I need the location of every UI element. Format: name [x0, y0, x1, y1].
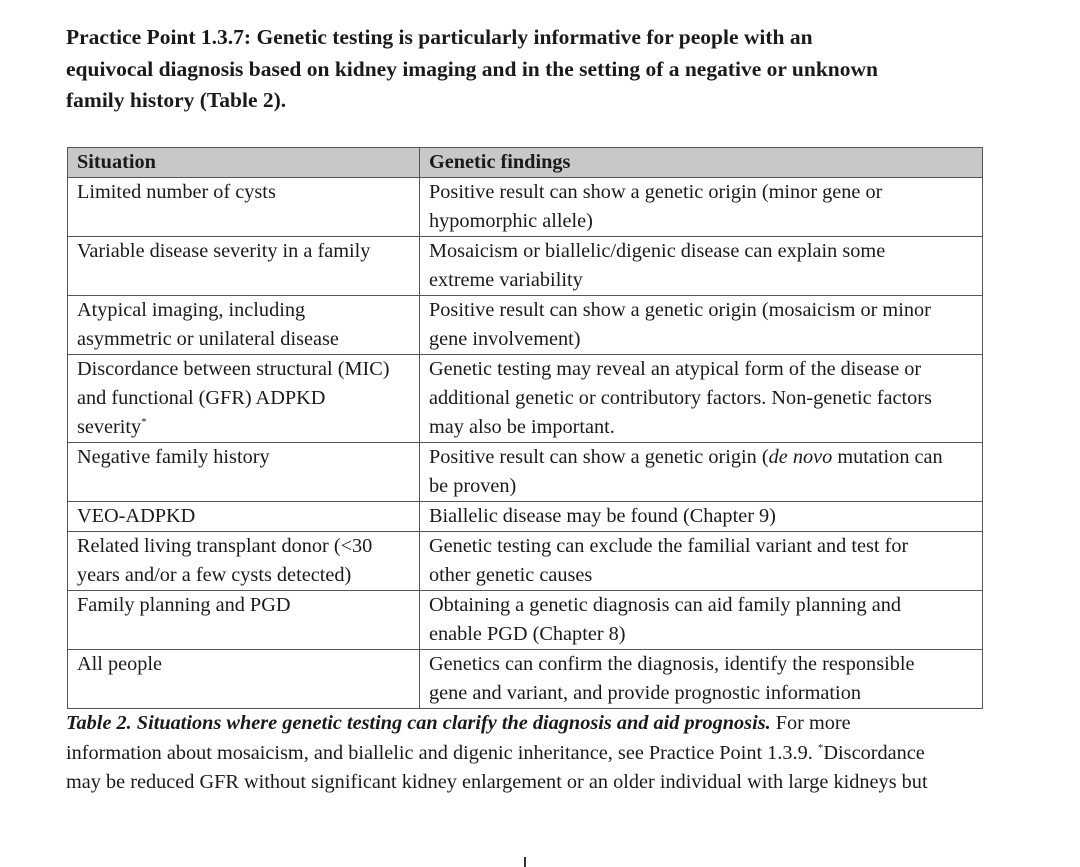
situations-table	[67, 147, 983, 709]
table-row	[68, 237, 983, 296]
situation-line: Atypical imaging, including	[77, 299, 306, 321]
situation-line: All people	[77, 653, 163, 675]
header-genetic-findings: Genetic findings	[420, 148, 983, 178]
caption-line-2	[66, 739, 1026, 769]
caption-line-2-pre: information about mosaicism, and biallelic and digenic inheritance, see Practice Point 1.3.9.	[66, 741, 818, 764]
situation-line: Related living transplant donor (<30	[77, 535, 373, 557]
findings-line: Positive result can show a genetic origin (mosaicism or minor	[429, 299, 931, 321]
findings-cell	[420, 296, 983, 355]
situation-line: years and/or a few cysts detected)	[77, 564, 352, 586]
footnote-mark: *	[817, 741, 824, 754]
findings-line: gene involvement)	[429, 328, 581, 350]
situation-cell	[68, 443, 420, 502]
findings-line: hypomorphic allele)	[429, 210, 593, 232]
situation-cell	[68, 502, 420, 532]
situation-cell	[68, 532, 420, 591]
situation-line: VEO-ADPKD	[77, 505, 196, 527]
findings-text-post: mutation can	[832, 446, 943, 468]
table-row	[68, 502, 983, 532]
page-number-fragment	[524, 857, 526, 867]
findings-line: be proven)	[429, 475, 517, 497]
situation-line: Family planning and PGD	[77, 594, 291, 616]
table-row	[68, 355, 983, 443]
table-row	[68, 178, 983, 237]
heading-line-3: family history (Table 2).	[66, 88, 287, 112]
findings-cell	[420, 532, 983, 591]
situation-cell	[68, 650, 420, 709]
findings-line: Biallelic disease may be found (Chapter 9)	[429, 505, 776, 527]
findings-cell	[420, 355, 983, 443]
situation-cell	[68, 355, 420, 443]
findings-cell	[420, 502, 983, 532]
caption-line-3: may be reduced GFR without significant kidney enlargement or an older individual with large kidneys but	[66, 771, 928, 793]
findings-line: gene and variant, and provide prognostic information	[429, 682, 861, 704]
findings-line: Mosaicism or biallelic/digenic disease can explain some	[429, 240, 886, 262]
table-row	[68, 591, 983, 650]
findings-line: Genetics can confirm the diagnosis, identify the responsible	[429, 653, 915, 675]
footnote-mark: *	[141, 416, 147, 428]
findings-cell	[420, 650, 983, 709]
table-caption	[66, 709, 1026, 798]
findings-line: Genetic testing can exclude the familial variant and test for	[429, 535, 909, 557]
findings-line: extreme variability	[429, 269, 583, 291]
findings-line: may also be important.	[429, 416, 615, 438]
situation-line	[77, 413, 419, 442]
situation-line: Negative family history	[77, 446, 270, 468]
situation-line: and functional (GFR) ADPKD	[77, 387, 326, 409]
situation-cell	[68, 237, 420, 296]
situation-line-text: severity	[77, 416, 142, 438]
findings-text-italic: de novo	[768, 446, 833, 468]
practice-point-heading	[66, 22, 1026, 117]
situation-line: Variable disease severity in a family	[77, 240, 371, 262]
findings-line: other genetic causes	[429, 564, 593, 586]
table-row	[68, 650, 983, 709]
findings-cell	[420, 591, 983, 650]
situation-cell	[68, 591, 420, 650]
findings-line	[429, 443, 982, 472]
table-header-row	[68, 148, 983, 178]
findings-cell	[420, 237, 983, 296]
findings-line: Positive result can show a genetic origin (minor gene or	[429, 181, 883, 203]
table-row	[68, 296, 983, 355]
heading-line-1: Practice Point 1.3.7: Genetic testing is particularly informative for people with an	[66, 25, 813, 49]
table-row	[68, 443, 983, 502]
findings-cell	[420, 443, 983, 502]
situation-line: Discordance between structural (MIC)	[77, 358, 390, 380]
situation-line: asymmetric or unilateral disease	[77, 328, 339, 350]
header-situation: Situation	[68, 148, 420, 178]
caption-line-1	[66, 709, 1026, 739]
findings-line: Genetic testing may reveal an atypical form of the disease or	[429, 358, 922, 380]
situation-cell	[68, 296, 420, 355]
heading-line-2: equivocal diagnosis based on kidney imaging and in the setting of a negative or unknown	[66, 56, 878, 81]
findings-line: Obtaining a genetic diagnosis can aid family planning and	[429, 594, 901, 616]
findings-cell	[420, 178, 983, 237]
caption-line-1-rest: For more	[770, 712, 851, 734]
findings-line: enable PGD (Chapter 8)	[429, 623, 626, 645]
situation-line: Limited number of cysts	[77, 181, 276, 203]
situation-cell	[68, 178, 420, 237]
table-row	[68, 532, 983, 591]
findings-line: additional genetic or contributory factors. Non-genetic factors	[429, 387, 932, 409]
caption-title: Table 2. Situations where genetic testing can clarify the diagnosis and aid prognosis.	[66, 712, 771, 734]
findings-text-pre: Positive result can show a genetic origin (	[429, 446, 769, 468]
caption-line-2-post: Discordance	[823, 741, 925, 764]
